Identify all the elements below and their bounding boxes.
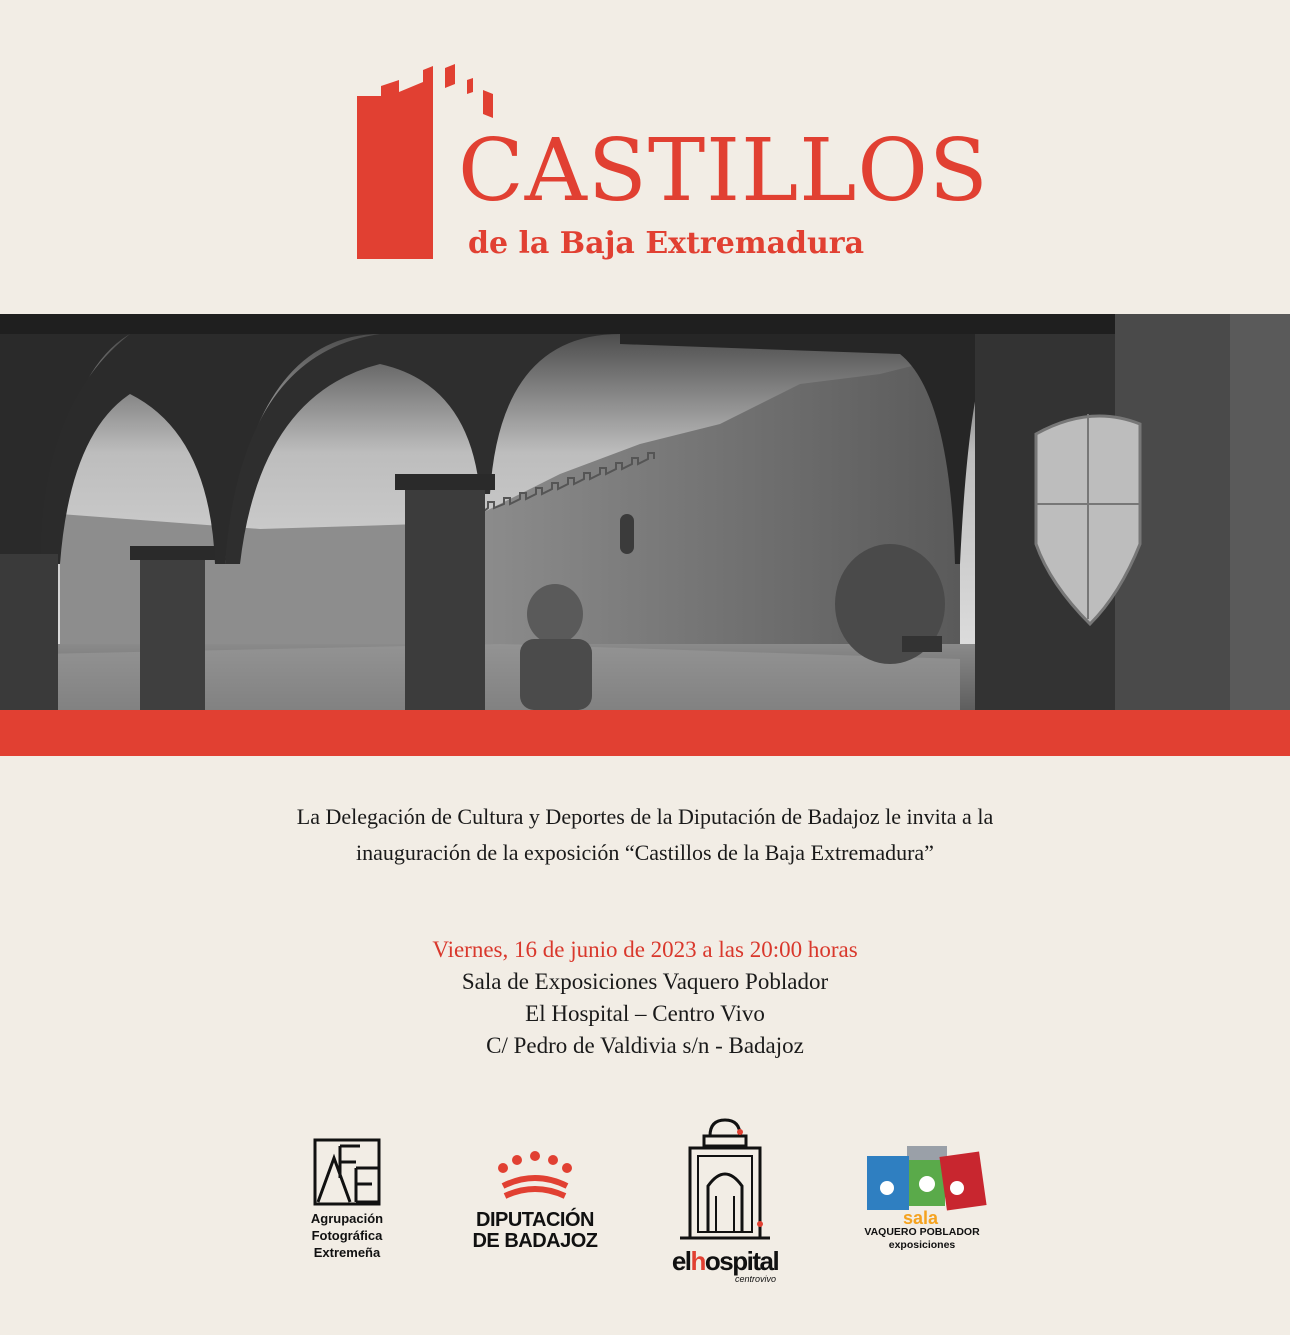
elhospital-rest: ospital (704, 1246, 779, 1276)
sala-colored-panels-icon (857, 1144, 987, 1226)
invitation-line-2: inauguración de la exposición “Castillos de la Baja Extremadura” (356, 840, 934, 865)
diputacion-crown-icon (495, 1150, 575, 1202)
elhospital-el: el (671, 1246, 691, 1276)
elhospital-tagline: centrovivo (734, 1274, 776, 1284)
afe-monogram-icon (312, 1138, 382, 1206)
event-address: C/ Pedro de Valdivia s/n - Badajoz (486, 1033, 804, 1058)
exhibition-subtitle: de la Baja Extremadura (468, 226, 865, 261)
afe-logo (282, 1138, 412, 1261)
invitation-line-1: La Delegación de Cultura y Deportes de la Diputación de Badajoz le invita a la (296, 804, 994, 829)
red-divider-band (0, 710, 1290, 756)
sala-vaquero-logo (852, 1144, 992, 1252)
elhospital-h: h (690, 1246, 705, 1276)
diputacion-line-2: DE BADAJOZ (472, 1230, 598, 1252)
event-date: Viernes, 16 de junio de 2023 a las 20:00 horas (432, 937, 858, 962)
sala-mark-text: sala (903, 1208, 939, 1226)
elhospital-logo (660, 1116, 790, 1284)
afe-line-3: Extremeña (313, 1245, 381, 1260)
castle-photograph (0, 314, 1290, 710)
afe-line-2: Fotográfica (311, 1228, 383, 1243)
sala-line-2: exposiciones (888, 1239, 956, 1251)
exhibition-title: CASTILLOS (458, 121, 989, 221)
hospital-facade-icon (680, 1116, 770, 1246)
event-place: El Hospital – Centro Vivo (525, 1001, 765, 1026)
sala-line-1: VAQUERO POBLADOR (864, 1226, 980, 1238)
afe-line-1: Agrupación (310, 1211, 384, 1226)
event-venue: Sala de Exposiciones Vaquero Poblador (461, 969, 829, 994)
diputacion-logo (460, 1150, 610, 1252)
diputacion-line-1: DIPUTACIÓN (476, 1209, 594, 1231)
